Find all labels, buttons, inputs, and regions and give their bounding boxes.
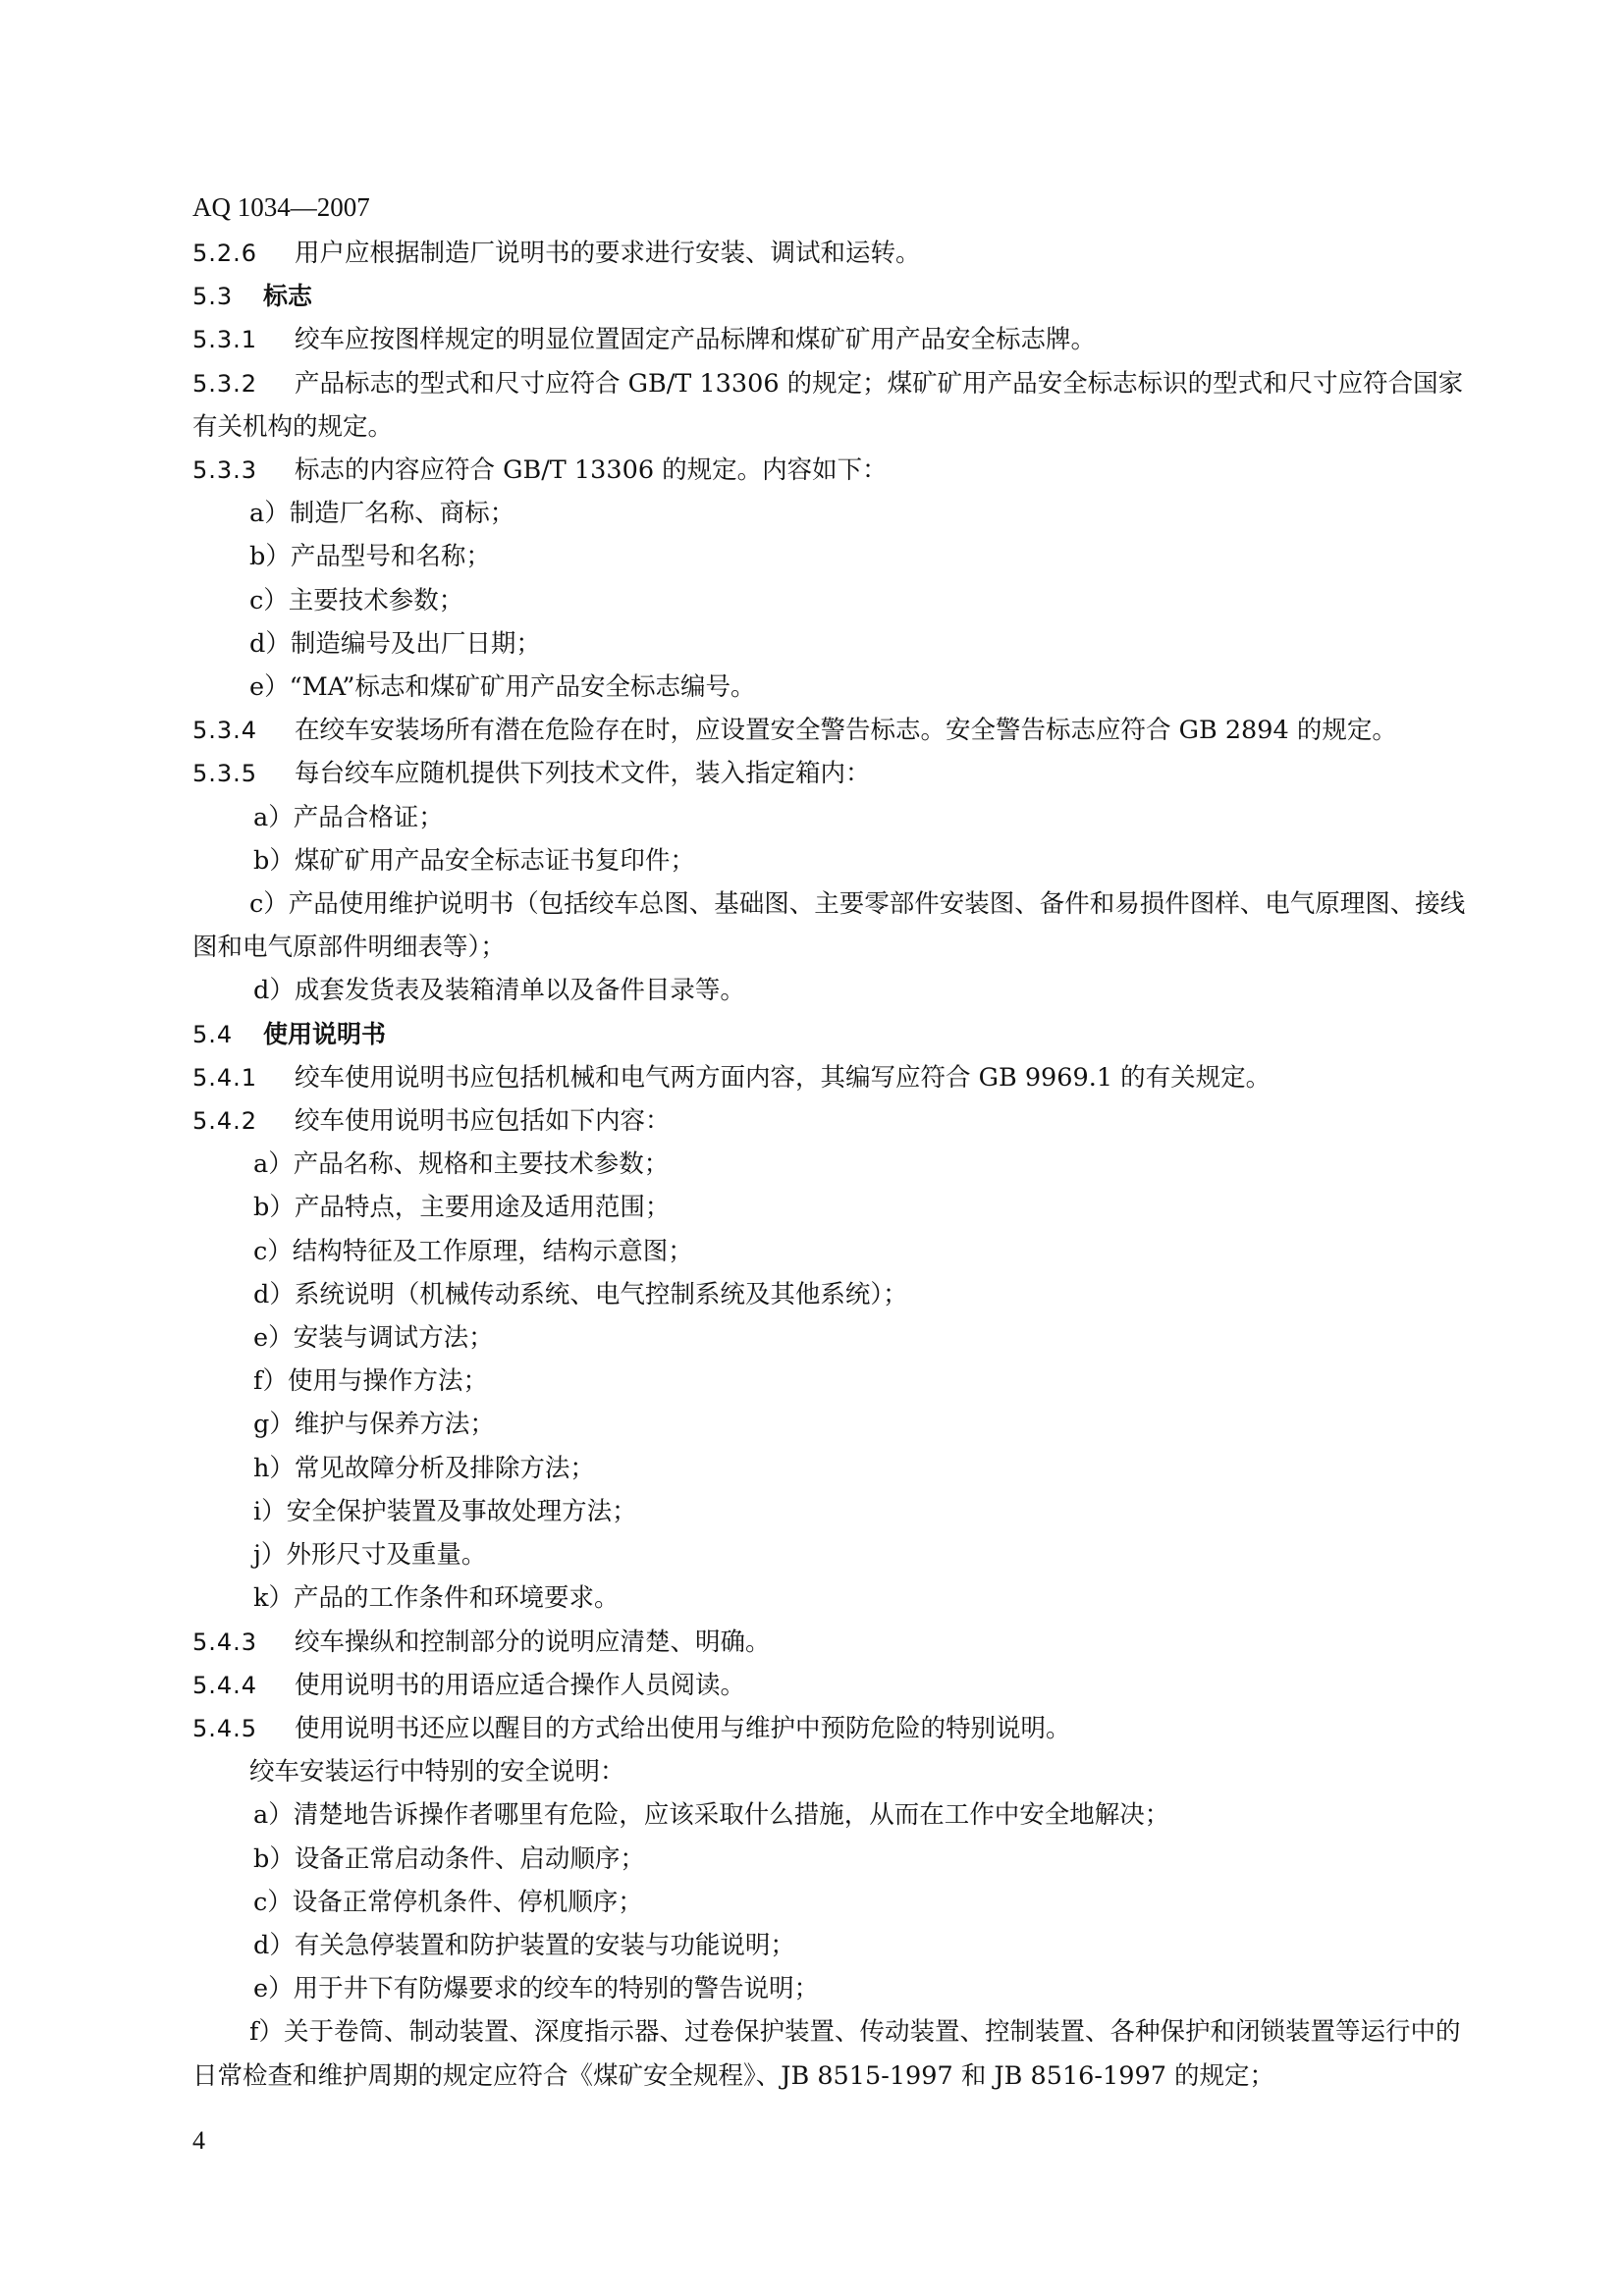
list-item: e）安装与调试方法； [253, 1323, 494, 1354]
clause-text: 使用说明书的用语应适合操作人员阅读。 [295, 1670, 746, 1700]
clause-number: 5.3.3 [192, 456, 258, 485]
clause-number: 5.4 [192, 1020, 234, 1048]
page-number: 4 [192, 2126, 205, 2155]
clause-text: 用户应根据制造厂说明书的要求进行安装、调试和运转。 [295, 239, 921, 268]
clause-text: 标志的内容应符合 GB/T 13306 的规定。内容如下： [295, 455, 888, 486]
list-item: d）系统说明（机械传动系统、电气控制系统及其他系统）； [253, 1279, 908, 1309]
clause-text: 在绞车安装场所有潜在危险存在时，应设置安全警告标志。安全警告标志应符合 GB 2894 的规定。 [295, 716, 1397, 746]
list-item: i）安全保护装置及事故处理方法； [253, 1496, 637, 1526]
clause-number: 5.3.5 [192, 760, 258, 788]
list-item: b）煤矿矿用产品安全标志证书复印件； [253, 845, 695, 876]
heading-text: 使用说明书 [263, 1019, 387, 1048]
clause-5-2-6 [192, 232, 1469, 275]
doc-code-header: AQ 1034—2007 [192, 192, 370, 222]
list-item: e）“MA”标志和煤矿矿用产品安全标志编号。 [249, 672, 756, 703]
list-item: d）成套发货表及装箱清单以及备件目录等。 [253, 976, 745, 1006]
paragraph-safety-intro: 绞车安装运行中特别的安全说明： [249, 1757, 625, 1788]
clause-5-3-3 [192, 449, 1469, 492]
clause-5-4-3 [192, 1621, 1469, 1664]
clause-5-3-1 [192, 318, 1469, 361]
list-item: a）清楚地告诉操作者哪里有危险，应该采取什么措施，从而在工作中安全地解决； [253, 1800, 1170, 1831]
clause-5-4-4 [192, 1664, 1469, 1707]
list-item: j）外形尺寸及重量。 [253, 1540, 487, 1571]
list-item: b）产品型号和名称； [249, 542, 491, 572]
clause-5-3-2 [192, 362, 1469, 449]
clause-text: 绞车应按图样规定的明显位置固定产品标牌和煤矿矿用产品安全标志牌。 [295, 325, 1097, 355]
clause-number: 5.3.2 [192, 369, 258, 398]
list-item: d）有关急停装置和防护装置的安装与功能说明； [253, 1930, 795, 1960]
clause-number: 5.4.3 [192, 1628, 258, 1656]
list-item: b）设备正常启动条件、启动顺序； [253, 1843, 645, 1874]
list-item: b）产品特点，主要用途及适用范围； [253, 1193, 671, 1223]
clause-5-3-5 [192, 752, 1469, 795]
clause-5-4-2 [192, 1099, 1469, 1143]
clause-text: 绞车使用说明书应包括机械和电气两方面内容，其编写应符合 GB 9969.1 的有关规定。 [295, 1062, 1271, 1093]
clause-number: 5.4.4 [192, 1671, 258, 1699]
heading-text: 标志 [263, 282, 313, 311]
clause-text: 使用说明书还应以醒目的方式给出使用与维护中预防危险的特别说明。 [295, 1713, 1071, 1743]
list-item: c）结构特征及工作原理，结构示意图； [253, 1236, 693, 1266]
list-item: g）维护与保养方法； [253, 1410, 495, 1440]
clause-number: 5.4.1 [192, 1063, 258, 1092]
clause-number: 5.3 [192, 283, 234, 311]
list-item: a）产品合格证； [253, 802, 444, 832]
list-item: c）设备正常停机条件、停机顺序； [253, 1887, 643, 1917]
clause-text: 绞车使用说明书应包括如下内容： [295, 1106, 671, 1137]
clause-number: 5.2.6 [192, 240, 258, 267]
clause-5-4-1 [192, 1056, 1469, 1099]
document-body [192, 232, 1469, 2098]
clause-number: 5.3.1 [192, 326, 258, 354]
list-item: c）产品使用维护说明书（包括绞车总图、基础图、主要零部件安装图、备件和易损件图样、电气原理图、接线图和电气原部件明细表等）； [192, 889, 1466, 963]
clause-number: 5.4.5 [192, 1714, 258, 1742]
list-item: k）产品的工作条件和环境要求。 [253, 1583, 620, 1614]
clause-text: 产品标志的型式和尺寸应符合 GB/T 13306 的规定；煤矿矿用产品安全标志标识的型式和尺寸应符合国家有关机构的规定。 [192, 368, 1464, 442]
list-item: a）制造厂名称、商标； [249, 499, 515, 529]
clause-5-3-4 [192, 709, 1469, 752]
list-item: a）产品名称、规格和主要技术参数； [253, 1149, 670, 1180]
list-item: f）使用与操作方法； [253, 1366, 488, 1397]
list-item: d）制造编号及出厂日期； [249, 628, 541, 659]
clause-5-4-5 [192, 1707, 1469, 1750]
section-heading-5-4 [192, 1013, 1469, 1056]
list-item: f）关于卷筒、制动装置、深度指示器、过卷保护装置、传动装置、控制装置、各种保护和闭锁装置等运行中的日常检查和维护周期的规定应符合《煤矿安全规程》、JB 8515-1997 和 JB 8516-1997 的规定； [192, 2017, 1461, 2091]
clause-text: 每台绞车应随机提供下列技术文件，装入指定箱内： [295, 759, 871, 789]
clause-number: 5.4.2 [192, 1107, 258, 1136]
clause-number: 5.3.4 [192, 717, 258, 745]
clause-text: 绞车操纵和控制部分的说明应清楚、明确。 [295, 1627, 771, 1657]
list-item: e）用于井下有防爆要求的绞车的特别的警告说明； [253, 1974, 820, 2004]
section-heading-5-3 [192, 275, 1469, 318]
list-item: h）常见故障分析及排除方法； [253, 1453, 595, 1483]
list-item: c）主要技术参数； [249, 585, 464, 615]
